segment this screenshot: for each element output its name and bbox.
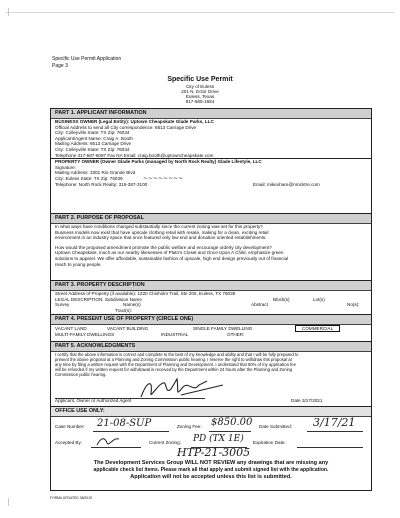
notice-line-1: The Development Services Group WILL NOT REVIEW any drawings that are missing any [93, 460, 329, 466]
ack-date: Date 3/17/2021 [291, 398, 323, 403]
part2-answer-2a: Uptown Cheapskate, much as our nearby likenesses of Plato's Closet and Once Upon A Child, emphasize green [55, 250, 284, 256]
survey-label: Survey [55, 302, 70, 308]
lots-label: Lot(s) [313, 296, 325, 302]
owner-mailing: Mailing Address: 3301 Rio Grande Blvd [55, 170, 136, 176]
use-row-1 [51, 325, 371, 332]
form-title: Specific Use Permit [167, 76, 233, 83]
abstract-label: Abstract [251, 302, 268, 308]
office-heading: OFFICE USE ONLY: [51, 407, 371, 417]
use-row-2 [51, 332, 371, 338]
part2-question-1: In what ways have conditions changed substantially since the current zoning was set for this property? [55, 224, 263, 229]
page-number: Page 3 [52, 63, 68, 69]
part4-heading: PART 4. PRESENT USE OF PROPERTY (CIRCLE ONE) [51, 315, 371, 325]
notice-line-3: Application will not be accepted unless this list is submitted. [130, 474, 292, 480]
part5-heading: PART 5. ACKNOWLEDGMENTS [51, 342, 371, 352]
zoning-fee-label: Zoning Fee: [177, 424, 202, 429]
no-label: No(s): [347, 302, 360, 308]
official-address: Official Address to send all City correspondence: 6613 Carriage Drive [55, 124, 197, 130]
agent-name: Applicant/Agent Name: Craig A. Booth [55, 135, 133, 141]
city-address: 201 N. Ector Drive [181, 89, 219, 94]
doc-name: Specific Use Permit Application [52, 56, 122, 62]
business-owner: BUSINESS OWNER (Legal Entity): Uptown Cheapskate Glade Parks, LLC [55, 119, 214, 124]
notice-line-2: applicable check list items. Please mark all that apply and submit signed list with the application. [93, 467, 329, 473]
part5-section [51, 341, 371, 377]
ack-text-2: present the above proposal at a Planning and Zoning Commission public hearing. I reserve the right to withdraw this proposal at [55, 357, 292, 362]
owner-contact-row [51, 182, 371, 188]
use-vacant-land: VACANT LAND [55, 326, 87, 331]
scan-edge-mark [8, 498, 9, 506]
owner-telephone: Telephone: North Rock Realty: 315-387-3100 [55, 181, 148, 187]
part2-answer-2b: solutions to apparel. We offer affordable, sustainable fashion of upscale, high end design previously out of financial [55, 255, 289, 261]
tracts-label: Tract(s): [115, 307, 132, 313]
part2-answer-2c: reach to young people. [55, 261, 102, 267]
date-submitted-value: 3/17/21 [313, 416, 356, 429]
date-submitted-label: Date Submitted: [259, 424, 292, 429]
agent-mailing: Mailing Address: 6613 Carriage Drive [55, 141, 132, 147]
current-zoning-value: PD (TX 1E) [193, 434, 244, 444]
current-zoning-label: Current Zoning: [149, 440, 181, 445]
survey-row [51, 302, 371, 308]
part2-answer-1a: Business models now exist that have upscale clothing retail with resale, making for a clean, exciting retail [55, 229, 269, 235]
property-owner: PROPERTY OWNER (Owner Glade Parks (managed by North Rock Realty) Glade Lifestyle, LLC [55, 159, 262, 165]
part3-section [51, 280, 371, 313]
owner-city-2: City: Euless State: TX Zip: 76039 [55, 175, 123, 181]
use-single-family: SINGLE FAMILY DWELLING [193, 326, 253, 331]
zoning-fee-value: $850.00 [211, 417, 253, 428]
owner-email: Email: mikeohare@nrocktre.com [253, 181, 320, 187]
use-vacant-building: VACANT BUILDING [107, 326, 149, 331]
scan-edge-line [6, 12, 394, 13]
accepted-by-initials [95, 435, 123, 447]
signature-label: Applicant, Owner or Authorized Agent [55, 398, 132, 403]
form-id: FORM# UPDATED 08/2019 [50, 496, 92, 500]
review-notice [51, 460, 371, 481]
owner-signature: Signature: [55, 164, 76, 170]
names-label: Name(s) [123, 302, 141, 308]
ack-text-4: will be refunded if my written request for withdrawal is received by the Department within 24 hours after the Planning and Zoning [55, 367, 293, 372]
legal-description-label: LEGAL DESCRIPTION: Subdivision Name [55, 296, 142, 302]
use-industrial: INDUSTRIAL [161, 332, 189, 337]
part2-question-2: How would the proposed amendment promote the public welfare and encourage orderly city development? [55, 244, 272, 250]
part2-answer-1b: environment in an industry space that once featured only low end and donation oriented establishments. [55, 235, 267, 241]
case-number-label: Case Number: [55, 424, 85, 429]
part1-heading: PART 1. APPLICANT INFORMATION [51, 109, 371, 119]
part2-section [51, 213, 371, 267]
use-commercial-circled: COMMERCIAL [295, 325, 340, 332]
application-form [50, 108, 372, 491]
city-name: City of Euless [185, 84, 215, 89]
street-address: Street Address of Property (if available): 1220 Chisholm Trail, Ste 200, Euless, TX 76039 [55, 291, 236, 296]
owner-signature-scribble: ~~~~~~~~ [143, 175, 184, 182]
part1-section [51, 109, 371, 187]
agent-city: City: Colleyville State: TX Zip: 76034 [55, 146, 130, 152]
block-label: Block(s) [273, 296, 290, 302]
case-number-value: 21-08-SUP [97, 418, 152, 429]
owner-city: City: Colleyville State: TX Zip: 76034 [55, 130, 130, 136]
city-phone: 817-685-1684 [185, 99, 215, 104]
htp-number: HTP-21-3005 [177, 446, 251, 459]
part3-heading: PART 3. PROPERTY DESCRIPTION [51, 281, 371, 291]
ack-text-3: any time by filing a written request with the Department of Planning and Development. I understand that 50% of my application fee [55, 362, 296, 367]
expiration-date-label: Expiration Date: [253, 440, 286, 445]
agent-telephone: Telephone 317-587-6097 Fax NA Email: craig.booth@uptowncheapskate.com [51, 153, 371, 160]
applicant-signature [137, 375, 227, 403]
ack-text-5: Commission public hearing. [55, 372, 107, 377]
use-multi-family: MULTI-FAMILY DWELLINGS [55, 332, 115, 337]
ack-text-1: I certify that the above information is correct and complete to the best of my knowledge and ability and that I will be fully prepared to [55, 352, 299, 357]
scan-edge-mark [8, 8, 9, 16]
part4-section [51, 314, 371, 338]
use-other: OTHER: [227, 332, 245, 337]
city-state: Euless, Texas [185, 94, 215, 99]
part2-heading: PART 2. PURPOSE OF PROPOSAL [51, 214, 371, 224]
accepted-by-label: Accepted By: [55, 440, 83, 445]
